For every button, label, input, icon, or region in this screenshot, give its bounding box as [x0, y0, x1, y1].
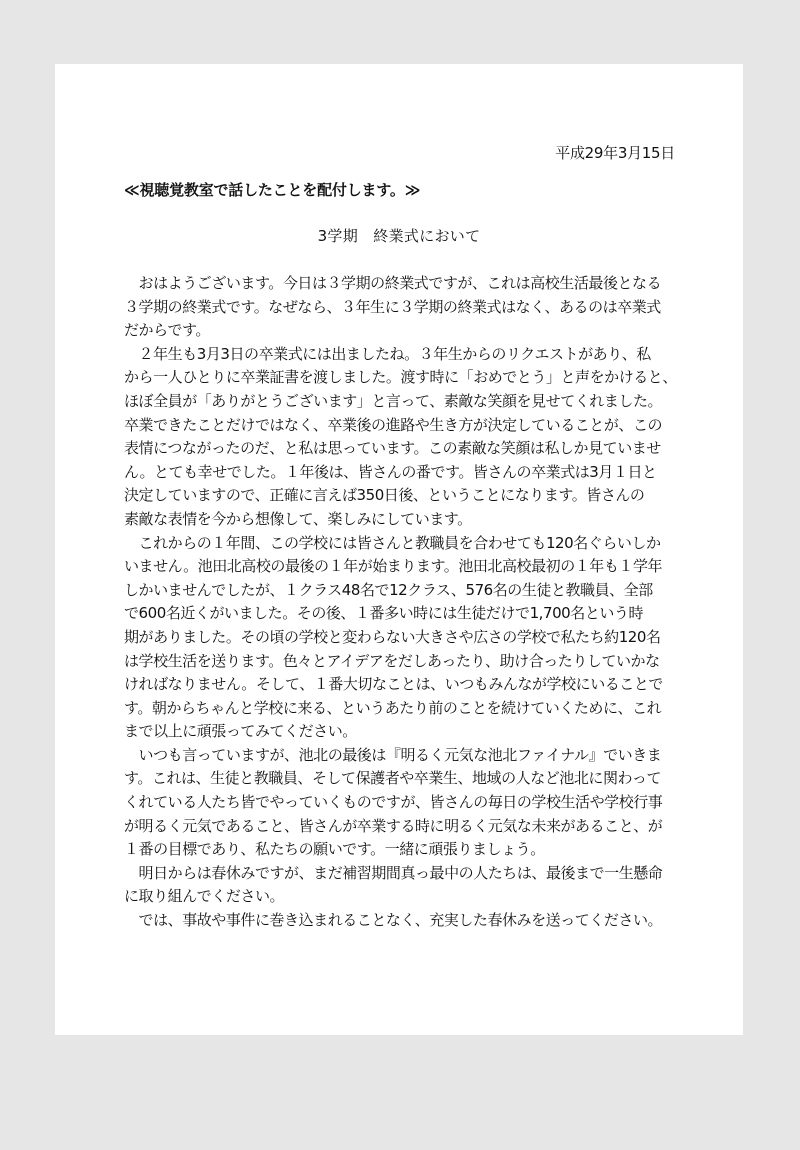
body-line: １番の目標であり、私たちの願いです。一緒に頑張りましょう。: [124, 840, 545, 859]
body-line: で600名近くがいました。その後、１番多い時には生徒だけで1,700名という時: [124, 604, 644, 623]
body-line: 決定していますので、正確に言えば350日後、ということになります。皆さんの: [124, 486, 645, 505]
body-line: おはようございます。今日は３学期の終業式ですが、これは高校生活最後となる: [124, 274, 662, 292]
body-line: が明るく元気であること、皆さんが卒業する時に明るく元気な未来があること、が: [124, 816, 663, 835]
body-line: これからの１年間、この学校には皆さんと教職員を合わせても120名ぐらいしか: [124, 533, 661, 552]
body-line: ２年生も3月3日の卒業式には出ましたね。３年生からのリクエストがあり、私: [124, 344, 651, 363]
body-line: 表情につながったのだ、と私は思っています。この素敵な笑顔は私しか見ていませ: [124, 439, 661, 458]
body-line: 期がありました。その頃の学校と変わらない大きさや広さの学校で私たち約120名: [124, 627, 661, 646]
body-line: 素敵な表情を今から想像して、楽しみにしています。: [124, 509, 472, 528]
body-line: ん。とても幸せでした。１年後は、皆さんの番です。皆さんの卒業式は3月１日と: [124, 462, 657, 481]
document-page: [55, 64, 743, 1035]
body-line: まで以上に頑張ってみてください。: [124, 722, 357, 741]
distribution-notice: ≪視聴覚教室で話したことを配付します。≫: [124, 181, 421, 199]
body-line: しかいませんでしたが、１クラス48名で12クラス、576名の生徒と教職員、全部: [124, 580, 653, 599]
document-date: 平成29年3月15日: [555, 144, 675, 162]
body-line: は学校生活を送ります。色々とアイデアをだしあったり、助け合ったりしていかな: [124, 651, 660, 670]
speech-body: [124, 272, 680, 933]
speech-heading: 3学期 終業式において: [317, 227, 481, 245]
body-line: だからです。: [124, 321, 210, 340]
body-line: から一人ひとりに卒業証書を渡しました。渡す時に「おめでとう」と声をかけると、: [124, 368, 677, 387]
body-line: 卒業できたことだけではなく、卒業後の進路や生き方が決定していることが、この: [124, 415, 663, 434]
body-line: ほぼ全員が「ありがとうございます」と言って、素敵な笑顔を見せてくれました。: [124, 391, 663, 410]
body-line: くれている人たち皆でやっていくものですが、皆さんの毎日の学校生活や学校行事: [124, 793, 663, 812]
body-line: に取り組んでください。: [124, 887, 285, 906]
body-line: では、事故や事件に巻き込まれることなく、充実した春休みを送ってください。: [124, 911, 663, 930]
body-line: す。朝からちゃんと学校に来る、というあたり前のことを続けていくために、これ: [124, 698, 662, 717]
body-line: いません。池田北高校の最後の１年が始まります。池田北高校最初の１年も１学年: [124, 557, 663, 576]
body-line: す。これは、生徒と教職員、そして保護者や卒業生、地域の人など池北に関わって: [124, 769, 662, 788]
body-line: ３学期の終業式です。なぜなら、３年生に３学期の終業式はなく、あるのは卒業式: [124, 297, 661, 316]
body-line: ければなりません。そして、１番大切なことは、いつもみんなが学校にいることで: [124, 675, 663, 694]
body-line: いつも言っていますが、池北の最後は『明るく元気な池北ファイナル』でいきま: [124, 745, 662, 764]
body-line: 明日からは春休みですが、まだ補習期間真っ最中の人たちは、最後まで一生懸命: [124, 863, 663, 882]
